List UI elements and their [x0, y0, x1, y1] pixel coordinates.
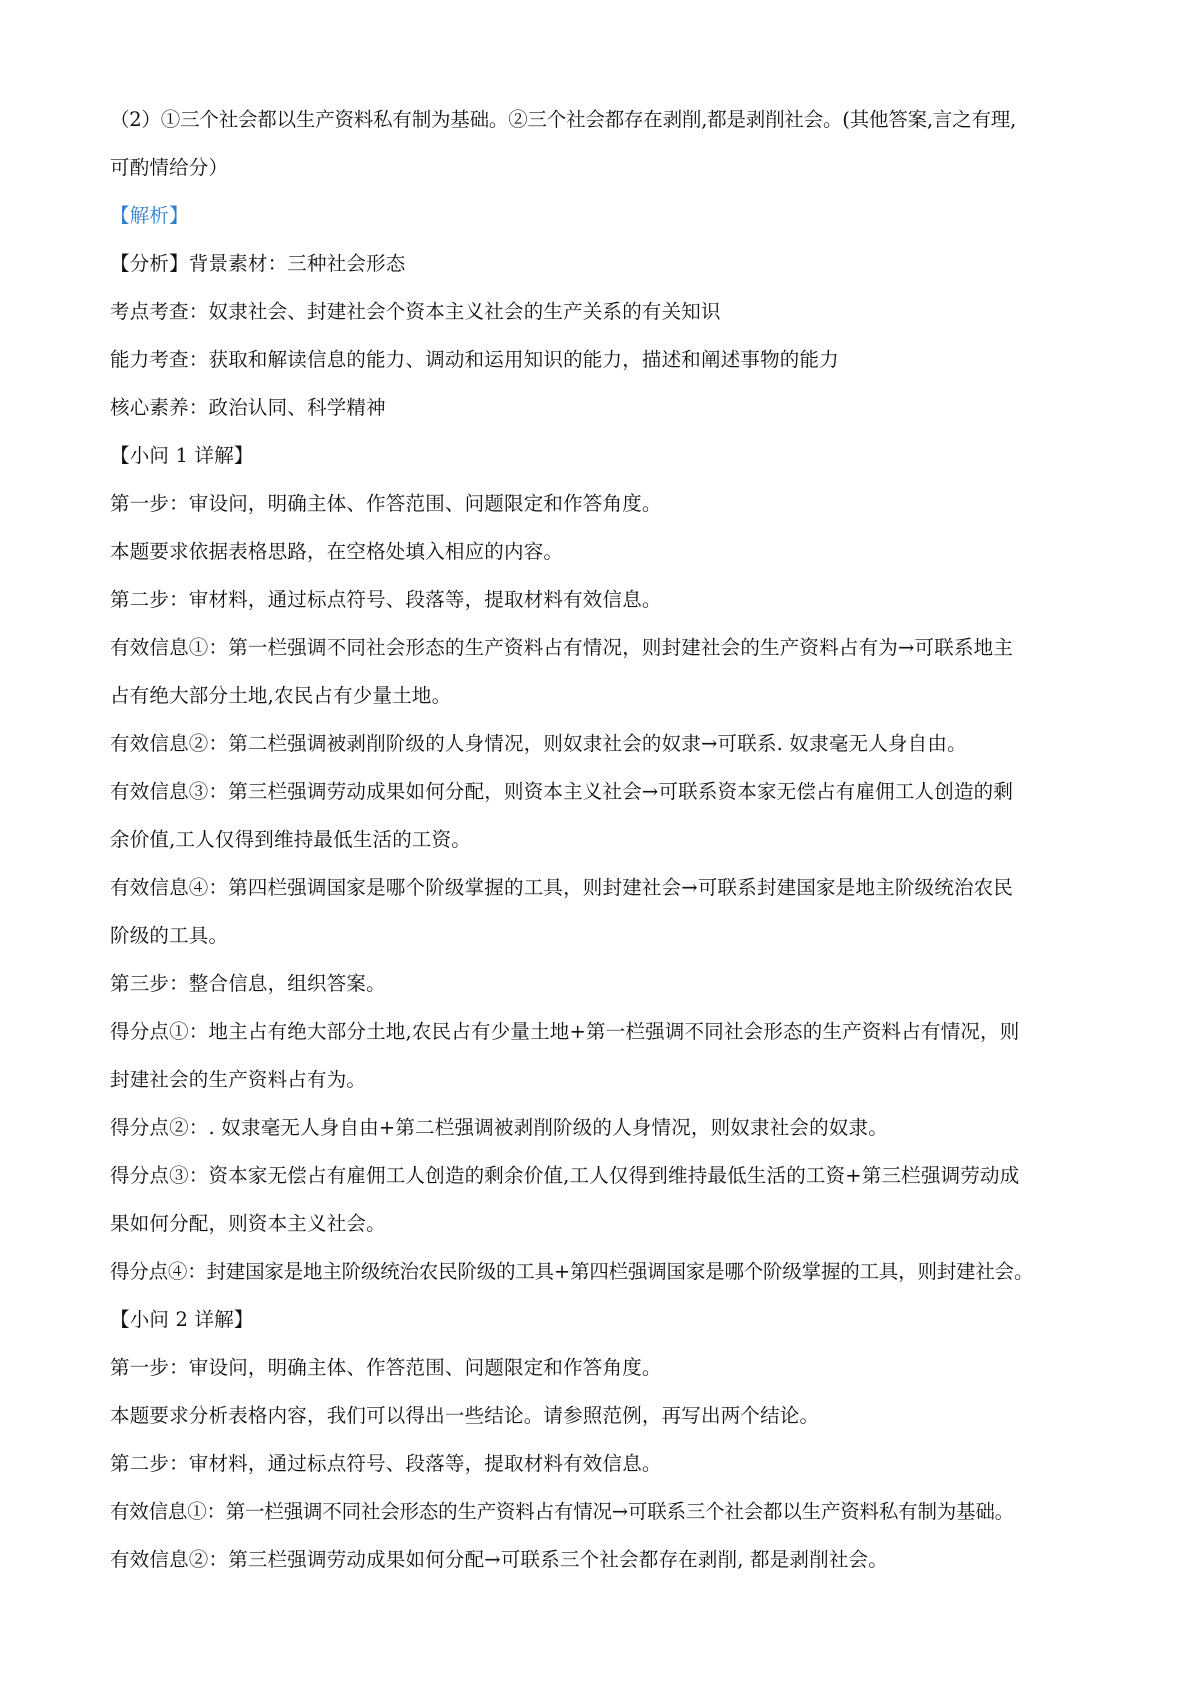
q1-info1-line1: 有效信息①：第一栏强调不同社会形态的生产资料占有情况，则封建社会的生产资料占有为→可联系地主 — [110, 636, 1014, 659]
q1-info2: 有效信息②：第二栏强调被剥削阶级的人身情况，则奴隶社会的奴隶→可联系. 奴隶毫无人身自由。 — [110, 732, 967, 755]
answer-line-1: （2）①三个社会都以生产资料私有制为基础。②三个社会都存在剥削,都是剥削社会。(其他答案,言之有理, — [110, 108, 1017, 131]
q1-point1-line1: 得分点①：地主占有绝大部分土地,农民占有少量土地+第一栏强调不同社会形态的生产资料占有情况，则 — [110, 1020, 1020, 1043]
q1-point3-line1: 得分点③：资本家无偿占有雇佣工人创造的剩余价值,工人仅得到维持最低生活的工资+第三栏强调劳动成 — [110, 1164, 1020, 1187]
q1-heading: 【小问 1 详解】 — [110, 444, 254, 467]
q1-info3-line2: 余价值,工人仅得到维持最低生活的工资。 — [110, 828, 471, 851]
q1-info4-line2: 阶级的工具。 — [110, 924, 229, 947]
background-line: 【分析】背景素材：三种社会形态 — [110, 252, 406, 275]
q1-point1-line2: 封建社会的生产资料占有为。 — [110, 1068, 367, 1091]
q1-step3: 第三步：整合信息，组织答案。 — [110, 972, 386, 995]
document-page — [110, 96, 1100, 1584]
core-literacy-line: 核心素养：政治认同、科学精神 — [110, 396, 386, 419]
q1-requirement: 本题要求依据表格思路，在空格处填入相应的内容。 — [110, 540, 564, 563]
q2-step2: 第二步：审材料，通过标点符号、段落等，提取材料有效信息。 — [110, 1452, 662, 1475]
q1-point2: 得分点②：. 奴隶毫无人身自由+第二栏强调被剥削阶级的人身情况，则奴隶社会的奴隶。 — [110, 1116, 888, 1139]
q2-step1: 第一步：审设问，明确主体、作答范围、问题限定和作答角度。 — [110, 1356, 662, 1379]
q2-requirement: 本题要求分析表格内容，我们可以得出一些结论。请参照范例，再写出两个结论。 — [110, 1404, 820, 1427]
q1-info3-line1: 有效信息③：第三栏强调劳动成果如何分配，则资本主义社会→可联系资本家无偿占有雇佣工人创造的剩 — [110, 780, 1014, 803]
analysis-heading: 【解析】 — [110, 204, 189, 227]
q1-step2: 第二步：审材料，通过标点符号、段落等，提取材料有效信息。 — [110, 588, 662, 611]
q1-info1-line2: 占有绝大部分土地,农民占有少量土地。 — [110, 684, 452, 707]
q1-point3-line2: 果如何分配，则资本主义社会。 — [110, 1212, 386, 1235]
exam-point-line: 考点考查：奴隶社会、封建社会个资本主义社会的生产关系的有关知识 — [110, 300, 721, 323]
q1-point4: 得分点④：封建国家是地主阶级统治农民阶级的工具+第四栏强调国家是哪个阶级掌握的工具，则封建社会。 — [110, 1260, 1034, 1283]
q2-info1: 有效信息①：第一栏强调不同社会形态的生产资料占有情况→可联系三个社会都以生产资料私有制为基础。 — [110, 1500, 1014, 1523]
answer-line-2: 可酌情给分） — [110, 156, 229, 179]
q2-heading: 【小问 2 详解】 — [110, 1308, 254, 1331]
ability-line: 能力考查：获取和解读信息的能力、调动和运用知识的能力，描述和阐述事物的能力 — [110, 348, 839, 371]
q1-info4-line1: 有效信息④：第四栏强调国家是哪个阶级掌握的工具，则封建社会→可联系封建国家是地主阶级统治农民 — [110, 876, 1014, 899]
q2-info2: 有效信息②：第三栏强调劳动成果如何分配→可联系三个社会都存在剥削, 都是剥削社会。 — [110, 1548, 888, 1571]
q1-step1: 第一步：审设问，明确主体、作答范围、问题限定和作答角度。 — [110, 492, 662, 515]
